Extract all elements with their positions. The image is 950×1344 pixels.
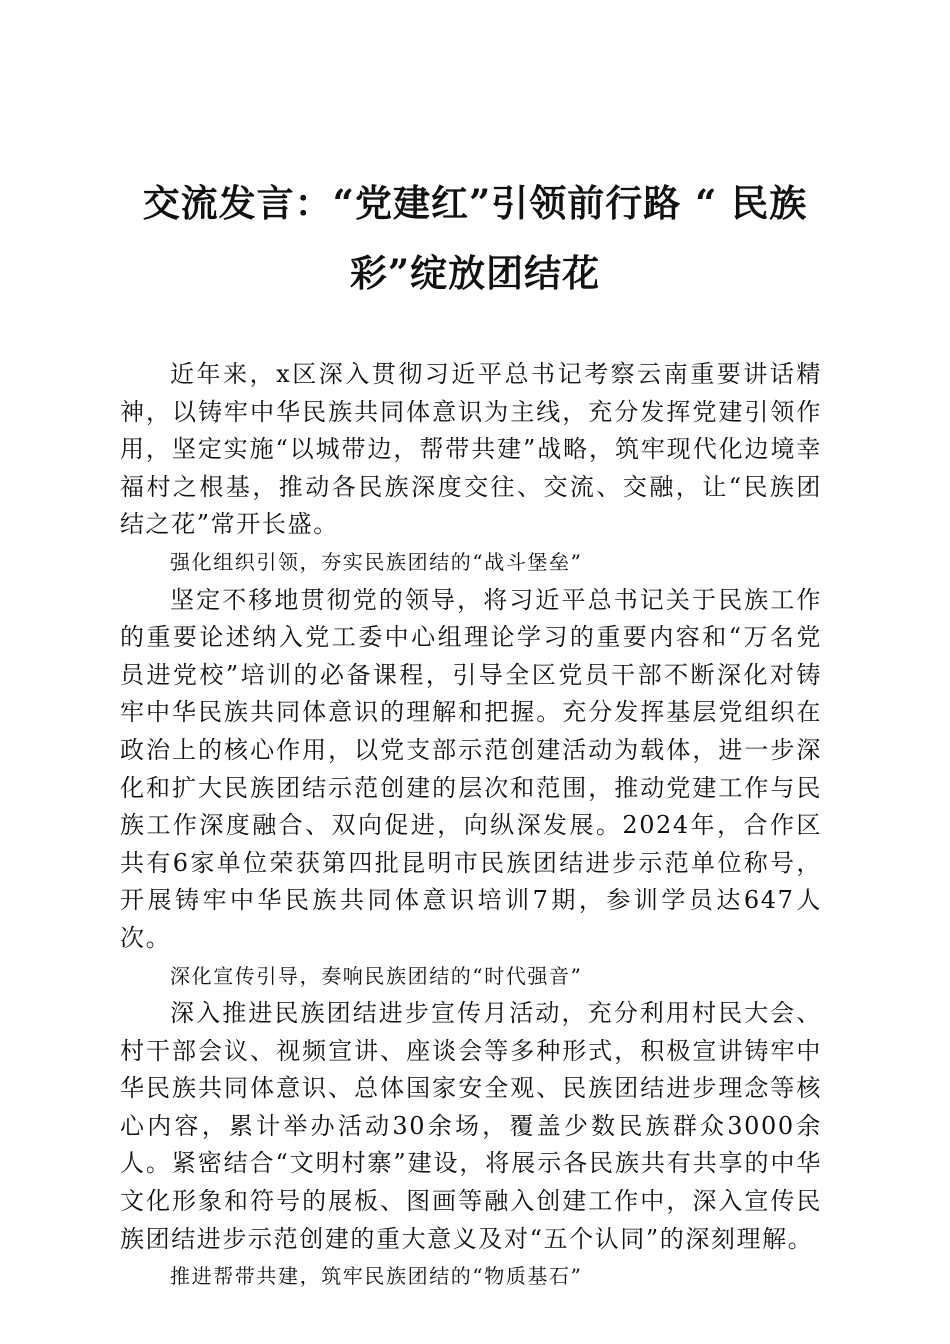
title-line-1: 交流发言：“党建红”引领前行路 “ 民族 <box>142 181 808 225</box>
section-heading-co-construction: 推进帮带共建，筑牢民族团结的“物质基石” <box>170 1264 583 1289</box>
document-title <box>120 168 830 308</box>
document-body <box>120 356 822 1296</box>
section-heading-organization: 强化组织引领，夯实民族团结的“战斗堡垒” <box>170 549 583 574</box>
title-line-2: 彩”绽放团结花 <box>349 251 601 295</box>
intro-paragraph: 近年来，x区深入贯彻习近平总书记考察云南重要讲话精神，以铸牢中华民族共同体意识为主线，充分发挥党建引领作用，坚定实施“以城带边，帮带共建”战略，筑牢现代化边境幸福村之根基，推动各民族深度交往、交流、交融，让“民族团结之花”常开长盛。 <box>120 360 822 539</box>
publicity-paragraph: 深入推进民族团结进步宣传月活动，充分利用村民大会、村干部会议、视频宣讲、座谈会等多种形式，积极宣讲铸牢中华民族共同体意识、总体国家安全观、民族团结进步理念等核心内容，累计举办活动30余场，覆盖少数民族群众3000余人。紧密结合“文明村寨”建设，将展示各民族共有共享的中华文化形象和符号的展板、图画等融入创建工作中，深入宣传民族团结进步示范创建的重大意义及对“五个认同”的深刻理解。 <box>120 999 822 1253</box>
organization-paragraph: 坚定不移地贯彻党的领导，将习近平总书记关于民族工作的重要论述纳入党工委中心组理论学习的重要内容和“万名党员进党校”培训的必备课程，引导全区党员干部不断深化对铸牢中华民族共同体意识的理解和把握。充分发挥基层党组织在政治上的核心作用，以党支部示范创建活动为载体，进一步深化和扩大民族团结示范创建的层次和范围，推动党建工作与民族工作深度融合、双向促进，向纵深发展。2024年，合作区共有6家单位荣获第四批昆明市民族团结进步示范单位称号，开展铸牢中华民族共同体意识培训7期，参训学员达647人次。 <box>120 585 822 952</box>
section-heading-publicity: 深化宣传引导，奏响民族团结的“时代强音” <box>170 963 583 988</box>
